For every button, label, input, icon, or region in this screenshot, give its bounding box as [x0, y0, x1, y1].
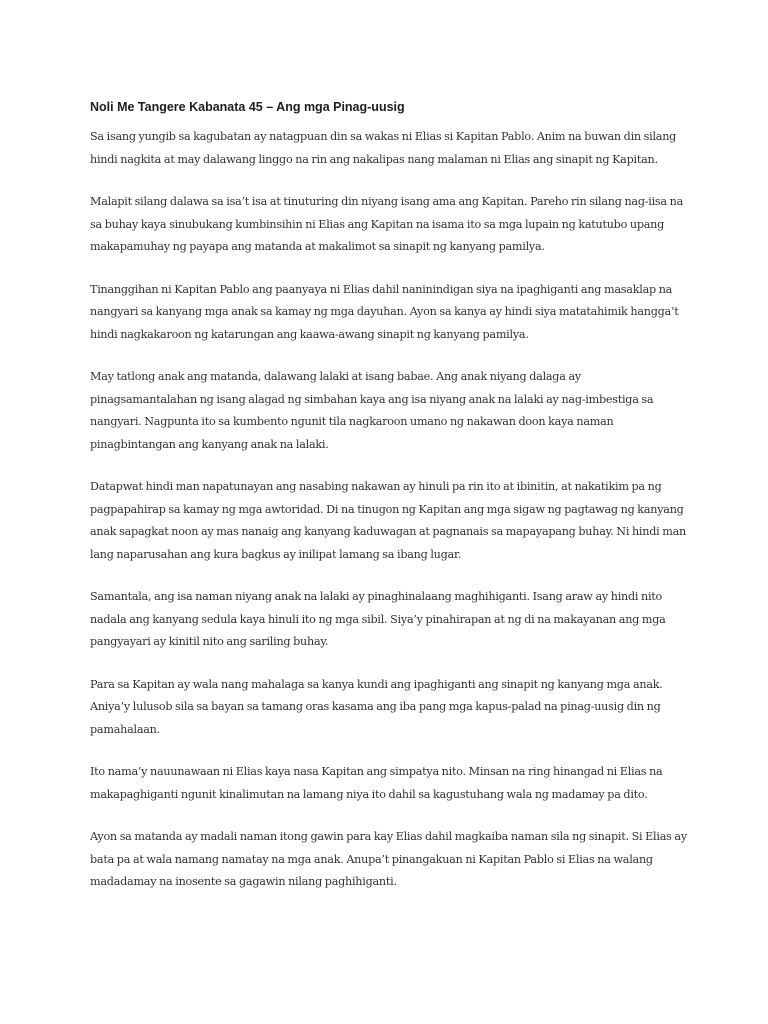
paragraph-4: May tatlong anak ang matanda, dalawang lalaki at isang babae. Ang anak niyang dalaga ay pinagsamantalahan ng isang alagad ng simbahan kaya ang isa niyang anak na lalaki ay nag-imbestiga sa nangyari. Nagpunta ito sa kumbento ngunit tila nagkaroon umano ng nakawan doon kaya naman pinagbintangan ang kanyang anak na lalaki. — [90, 370, 654, 451]
paragraph-8: Ito nama’y nauunawaan ni Elias kaya nasa Kapitan ang simpatya nito. Minsan na ring hinangad ni Elias na makapaghiganti ngunit kinalimutan na lamang niya ito dahil sa kagustuhang wala ng madamay pa dito. — [90, 765, 663, 801]
paragraph-9: Ayon sa matanda ay madali naman itong gawin para kay Elias dahil magkaiba naman sila ng sinapit. Si Elias ay bata pa at wala namang namatay na mga anak. Anupa’t pinangakuan ni Kapitan Pablo si Elias na walang madadamay na inosente sa gagawin nilang paghihiganti. — [90, 830, 687, 888]
paragraph-5: Datapwat hindi man napatunayan ang nasabing nakawan ay hinuli pa rin ito at ibinitin, at nakatikim pa ng pagpapahirap sa kamay ng mga awtoridad. Di na tinugon ng Kapitan ang mga sigaw ng pagtawag ng kanyang anak sapagkat noon ay mas nanaig ang kanyang kaduwagan at pagnanais sa mapayapang buhay. Ni hindi man lang naparusahan ang kura bagkus ay inilipat lamang sa ibang lugar. — [90, 480, 686, 561]
document-page — [90, 98, 690, 914]
paragraph-2: Malapit silang dalawa sa isa’t isa at tinuturing din niyang isang ama ang Kapitan. Pareho rin silang nag-iisa na sa buhay kaya sinubukang kumbinsihin ni Elias ang Kapitan na isama ito sa mga lupain ng katutubo upang makapamuhay ng payapa ang matanda at makalimot sa sinapit ng kanyang pamilya. — [90, 195, 684, 253]
paragraph-3: Tinanggihan ni Kapitan Pablo ang paanyaya ni Elias dahil naninindigan siya na ipaghiganti ang masaklap na nangyari sa kanyang mga anak sa kamay ng mga dayuhan. Ayon sa kanya ay hindi siya matatahimik hangga’t hindi nagkakaroon ng katarungan ang kaawa-awang sinapit ng kanyang pamilya. — [90, 282, 679, 341]
paragraph-1: Sa isang yungib sa kagubatan ay natagpuan din sa wakas ni Elias si Kapitan Pablo. Anim na buwan din silang hindi nagkita at may dalawang linggo na rin ang nakalipas nang malaman ni Elias ang sinapit ng Kapitan. — [90, 130, 677, 166]
paragraph-6: Samantala, ang isa naman niyang anak na lalaki ay pinaghinalaang maghihiganti. Isang araw ay hindi nito nadala ang kanyang sedula kaya hinuli ito ng mga sibil. Siya’y pinahirapan at ng di na makayanan ang mga pangyayari ay kinitil nito ang sariling buhay. — [90, 590, 666, 648]
document-title: Noli Me Tangere Kabanata 45 – Ang mga Pinag-uusig — [90, 100, 405, 114]
paragraph-7: Para sa Kapitan ay wala nang mahalaga sa kanya kundi ang ipaghiganti ang sinapit ng kanyang mga anak. Aniya’y lulusob sila sa bayan sa tamang oras kasama ang iba pang mga kapus-palad na pinag-uusig din ng pamahalaan. — [90, 677, 663, 736]
